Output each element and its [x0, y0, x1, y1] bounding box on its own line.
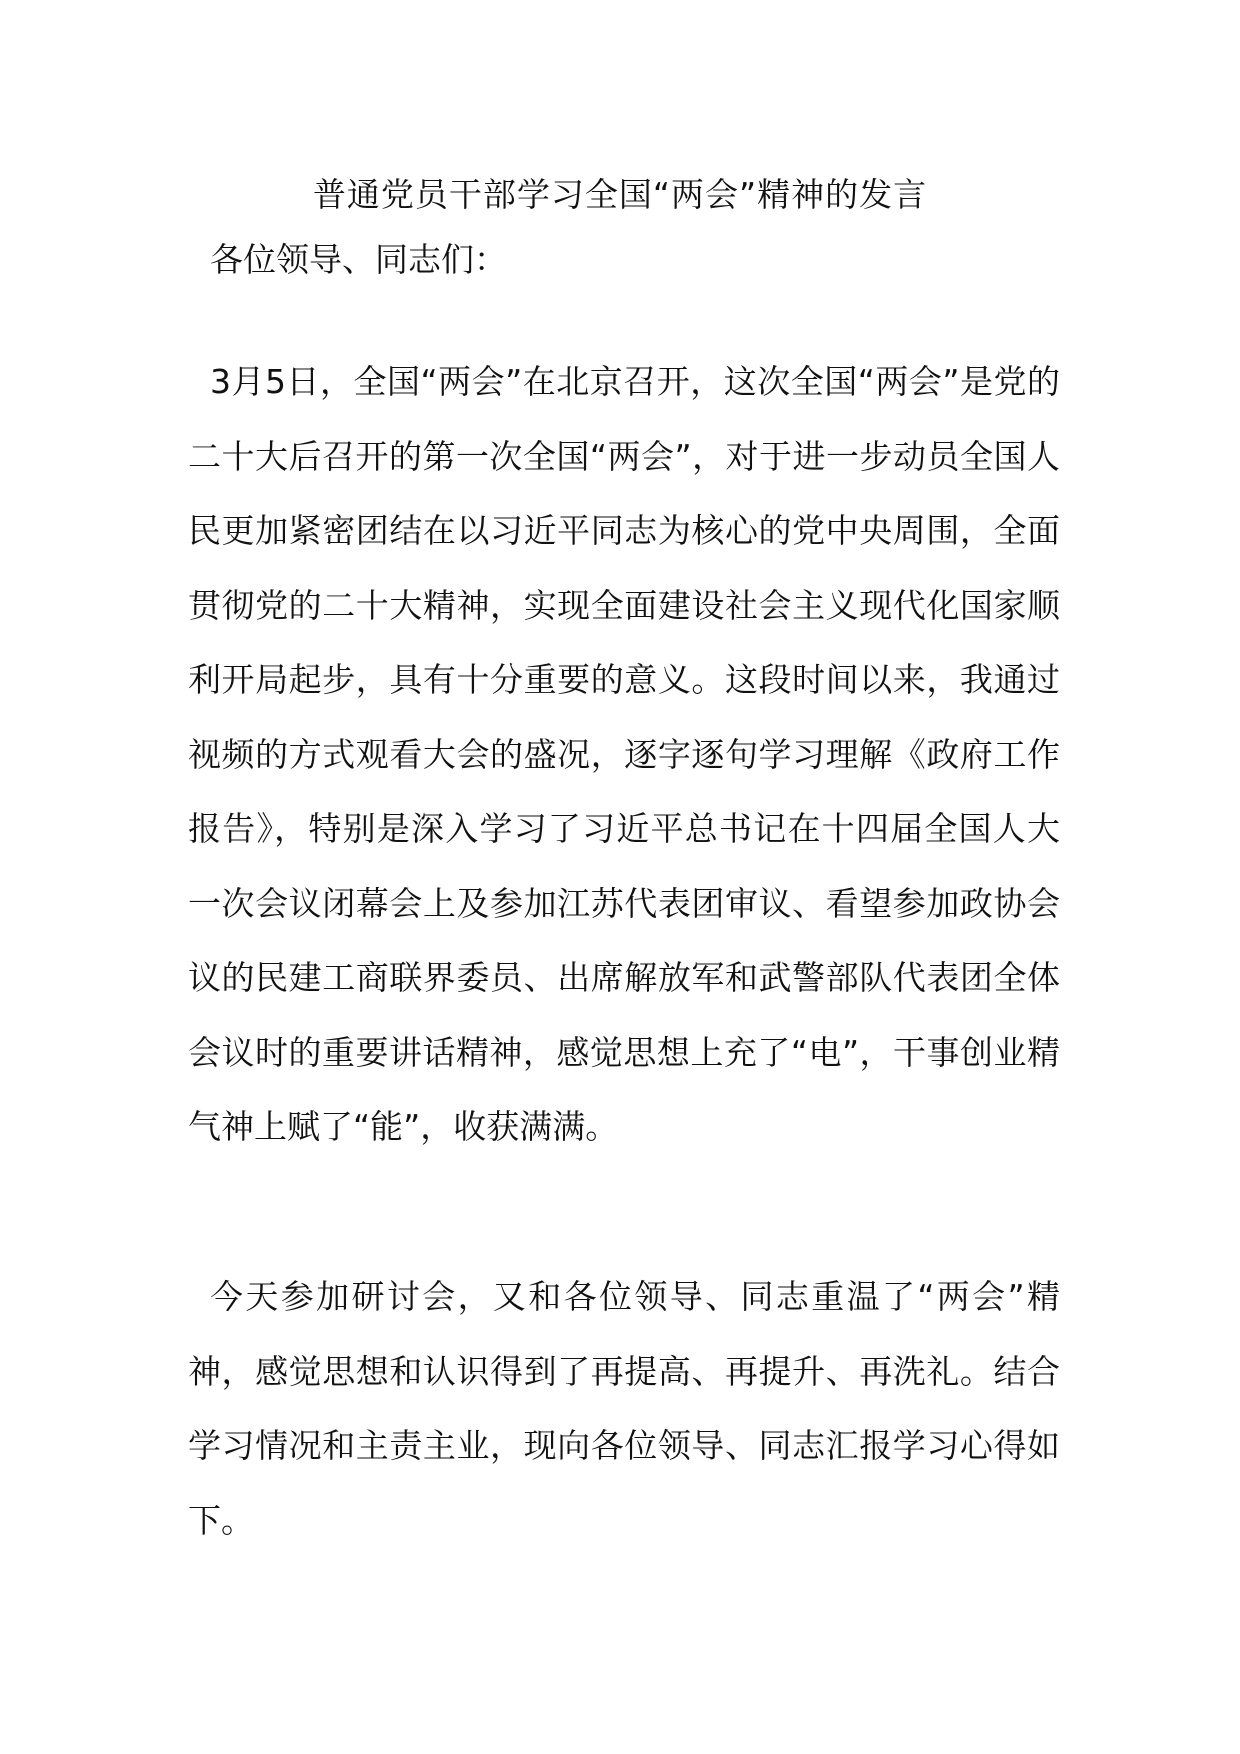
paragraph-2: 今天参加研讨会，又和各位领导、同志重温了“两会”精神，感觉思想和认识得到了再提高、再提升、再洗礼。结合学习情况和主责主业，现向各位领导、同志汇报学习心得如下。 [188, 1277, 1060, 1540]
salutation: 各位领导、同志们： [210, 240, 507, 279]
document-title: 普通党员干部学习全国“两会”精神的发言 [312, 175, 928, 214]
paragraph-1: 3月5日，全国“两会”在北京召开，这次全国“两会”是党的二十大后召开的第一次全国“两会”，对于进一步动员全国人民更加紧密团结在以习近平同志为核心的党中央周围，全面贯彻党的二十大精神，实现全面建设社会主义现代化国家顺利开局起步，具有十分重要的意义。这段时间以来，我通过视频的方式观看大会的盛况，逐字逐句学习理解《政府工作报告》，特别是深入学习了习近平总书记在十四届全国人大一次会议闭幕会上及参加江苏代表团审议、看望参加政协会议的民建工商联界委员、出席解放军和武警部队代表团全体会议时的重要讲话精神，感觉思想上充了“电”，干事创业精气神上赋了“能”，收获满满。 [188, 362, 1060, 1146]
